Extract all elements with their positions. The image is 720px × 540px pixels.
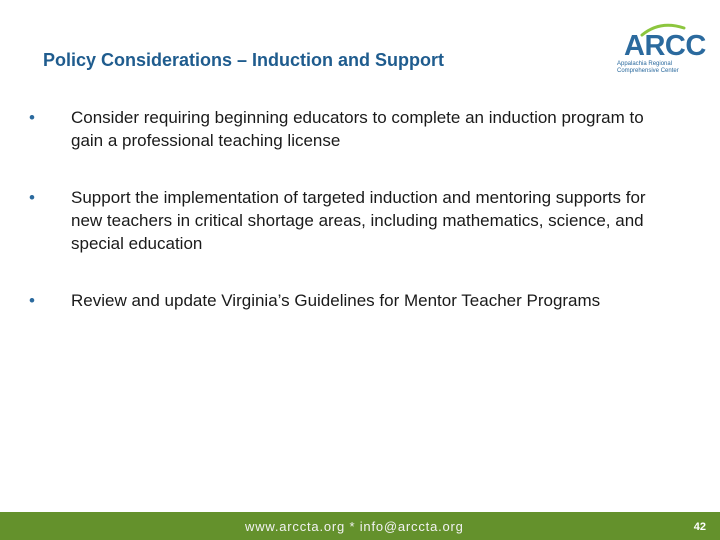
bullet-text: Review and update Virginia’s Guidelines for Mentor Teacher Programs: [71, 291, 601, 310]
bullet-marker: •: [29, 188, 35, 207]
bullet-marker: •: [29, 108, 35, 127]
bullet-text: Consider requiring beginning educators to complete an induction program to gain a professional teaching license: [71, 108, 644, 150]
bullet-item: [29, 289, 669, 312]
slide-title: Policy Considerations – Induction and Support: [43, 50, 445, 70]
logo-wordmark: ARCC: [624, 30, 706, 62]
arcc-logo: [612, 20, 706, 80]
bullet-item: [29, 106, 669, 152]
bullet-marker: •: [29, 291, 35, 310]
page-number: 42: [693, 521, 706, 533]
footer-bar: [0, 512, 720, 540]
bullet-list: [29, 106, 669, 312]
footer-contact: www.arccta.org * info@arccta.org: [245, 519, 464, 534]
bullet-item: [29, 186, 669, 255]
bullet-text: Support the implementation of targeted induction and mentoring supports for new teachers in critical shortage areas, including mathematics, science, and special education: [71, 188, 646, 253]
logo-subtitle: Appalachia Regional Comprehensive Center: [617, 61, 679, 74]
